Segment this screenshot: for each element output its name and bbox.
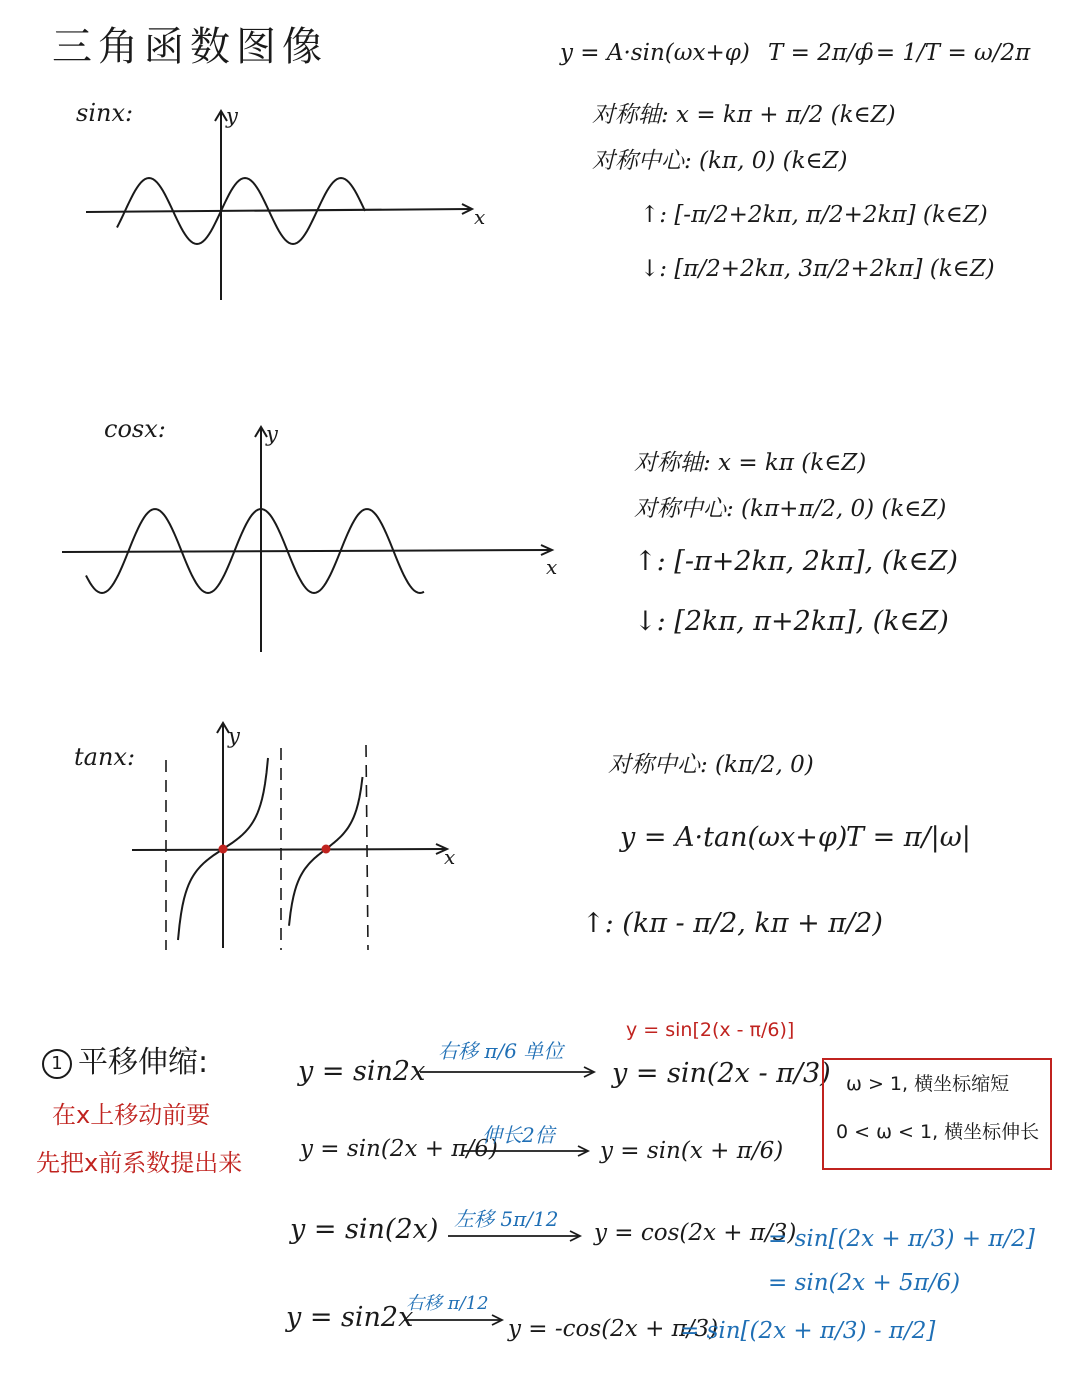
sin-increasing: ↑: [-π/2+2kπ, π/2+2kπ] (k∈Z)	[640, 202, 988, 228]
transform-note-line2: 先把x前系数提出来	[36, 1149, 243, 1177]
cos-axis-symmetry: 对称轴: x = kπ (k∈Z)	[634, 450, 867, 476]
cos-label: cosx:	[104, 415, 166, 443]
sin-label: sinx:	[76, 99, 134, 127]
sin-center-symmetry: 对称中心: (kπ, 0) (k∈Z)	[592, 148, 848, 174]
tan-increasing: ↑: (kπ - π/2, kπ + π/2)	[582, 908, 883, 939]
row1-operation: 右移 π/6 单位	[438, 1039, 564, 1063]
cos-axis-x-label: x	[546, 555, 558, 579]
cos-center-symmetry: 对称中心: (kπ+π/2, 0) (k∈Z)	[634, 496, 947, 522]
sin-axis-y-label: y	[226, 104, 238, 128]
row3-extra2: = sin(2x + 5π/6)	[768, 1270, 961, 1296]
section-number: 1	[42, 1049, 72, 1079]
row3-extra1: = sin[(2x + π/3) + π/2]	[768, 1226, 1035, 1252]
general-formula: y = A·sin(ωx+φ)	[560, 40, 750, 66]
row3-to: y = cos(2x + π/3)	[594, 1220, 797, 1246]
tan-axis-x-label: x	[444, 845, 456, 869]
box-line2: 0 < ω < 1, 横坐标伸长	[836, 1121, 1040, 1143]
row4-extra1: = sin[(2x + π/3) - π/2]	[680, 1318, 936, 1344]
row1-to: y = sin(2x - π/3)	[612, 1058, 831, 1089]
row1-from: y = sin2x	[298, 1056, 426, 1087]
tan-axis-y-label: y	[228, 724, 240, 748]
cos-increasing: ↑: [-π+2kπ, 2kπ], (k∈Z)	[634, 546, 958, 577]
sin-decreasing: ↓: [π/2+2kπ, 3π/2+2kπ] (k∈Z)	[640, 256, 995, 282]
tan-formula: y = A·tan(ωx+φ)	[620, 822, 848, 853]
row4-to: y = -cos(2x + π/3)	[508, 1316, 719, 1342]
frequency-formula: f = 1/T = ω/2π	[860, 40, 1031, 66]
tan-label: tanx:	[74, 743, 136, 771]
row2-operation: 伸长2倍	[482, 1123, 555, 1147]
transform-heading: 平移伸缩:	[78, 1045, 209, 1080]
row4-operation: 右移 π/12	[406, 1293, 489, 1314]
cos-axis-y-label: y	[266, 422, 278, 446]
transform-note-line1: 在x上移动前要	[52, 1101, 211, 1129]
cos-decreasing: ↓: [2kπ, π+2kπ], (k∈Z)	[634, 606, 949, 637]
row1-annotation: y = sin[2(x - π/6)]	[626, 1019, 795, 1041]
tan-center-symmetry: 对称中心: (kπ/2, 0)	[608, 752, 814, 778]
row3-from: y = sin(2x)	[290, 1214, 439, 1245]
page-title: 三角函数图像	[52, 24, 328, 70]
row2-from: y = sin(2x + π/6)	[300, 1136, 498, 1162]
row2-to: y = sin(x + π/6)	[600, 1138, 784, 1164]
sin-axis-symmetry: 对称轴: x = kπ + π/2 (k∈Z)	[592, 102, 896, 128]
sin-axis-x-label: x	[474, 205, 486, 229]
row4-from: y = sin2x	[286, 1302, 414, 1333]
tan-period: T = π/|ω|	[846, 822, 971, 853]
period-formula: T = 2π/ω	[768, 40, 874, 66]
row3-operation: 左移 5π/12	[454, 1207, 559, 1231]
box-line1: ω > 1, 横坐标缩短	[846, 1073, 1010, 1095]
